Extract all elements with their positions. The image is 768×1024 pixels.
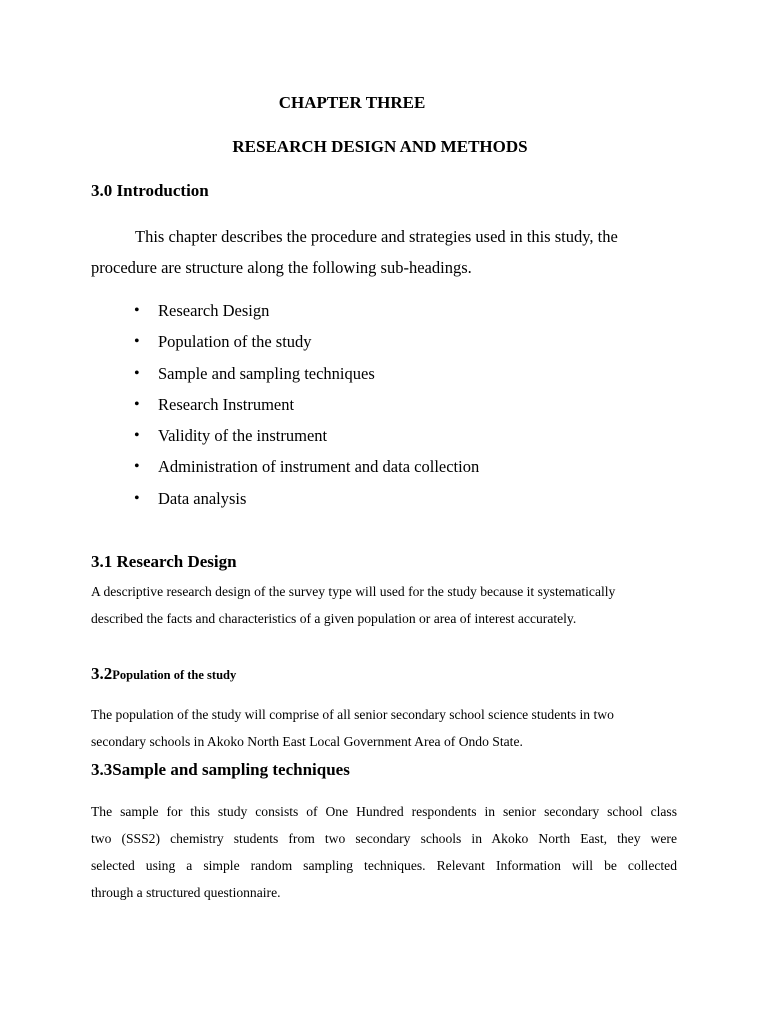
bullet-icon: • [134,333,140,351]
list-item: • Population of the study [134,328,479,359]
intro-paragraph [91,221,677,283]
list-item: • Sample and sampling techniques [134,360,479,391]
sample-line-4: through a structured questionnaire. [91,885,281,900]
sample-heading: 3.3Sample and sampling techniques [91,760,350,779]
intro-line-1: This chapter describes the procedure and strategies used in this study, the [135,227,618,246]
list-item: • Research Instrument [134,391,479,422]
population-line-2: secondary schools in Akoko North East Local Government Area of Ondo State. [91,734,523,749]
sample-paragraph [91,798,677,906]
population-line-1: The population of the study will comprise of all senior secondary school science students in two [91,707,614,722]
design-line-1: A descriptive research design of the survey type will used for the study because it systematically [91,584,616,599]
intro-heading: 3.0 Introduction [91,181,209,200]
bullet-icon: • [134,427,140,445]
list-item: • Administration of instrument and data collection [134,453,479,484]
chapter-title: RESEARCH DESIGN AND METHODS [232,137,528,156]
sample-line-1: The sample for this study consists of One Hundred respondents in senior secondary school class [91,804,677,819]
population-paragraph [91,701,677,755]
bullet-icon: • [134,458,140,476]
bullet-icon: • [134,489,140,507]
bullet-icon: • [134,302,140,319]
population-heading [91,664,236,684]
bullet-icon: • [134,395,140,413]
list-item: • Data analysis [134,485,479,516]
intro-line-2: procedure are structure along the following sub-headings. [91,258,472,277]
list-item: • Research Design [134,297,479,328]
sample-line-3: selected using a simple random sampling techniques. Relevant Information will be collected [91,858,677,873]
population-heading-text: Population of the study [112,668,237,682]
design-paragraph [91,578,677,632]
sample-line-2: two (SSS2) chemistry students from two secondary schools in Akoko North East, they were [91,831,677,846]
subheading-list [134,297,479,516]
population-heading-number: 3.2 [91,664,113,683]
design-heading: 3.1 Research Design [91,552,237,571]
design-line-2: described the facts and characteristics of a given population or area of interest accurately. [91,611,577,626]
bullet-icon: • [134,364,140,382]
chapter-label: CHAPTER THREE [278,93,426,112]
list-item: • Validity of the instrument [134,422,479,453]
